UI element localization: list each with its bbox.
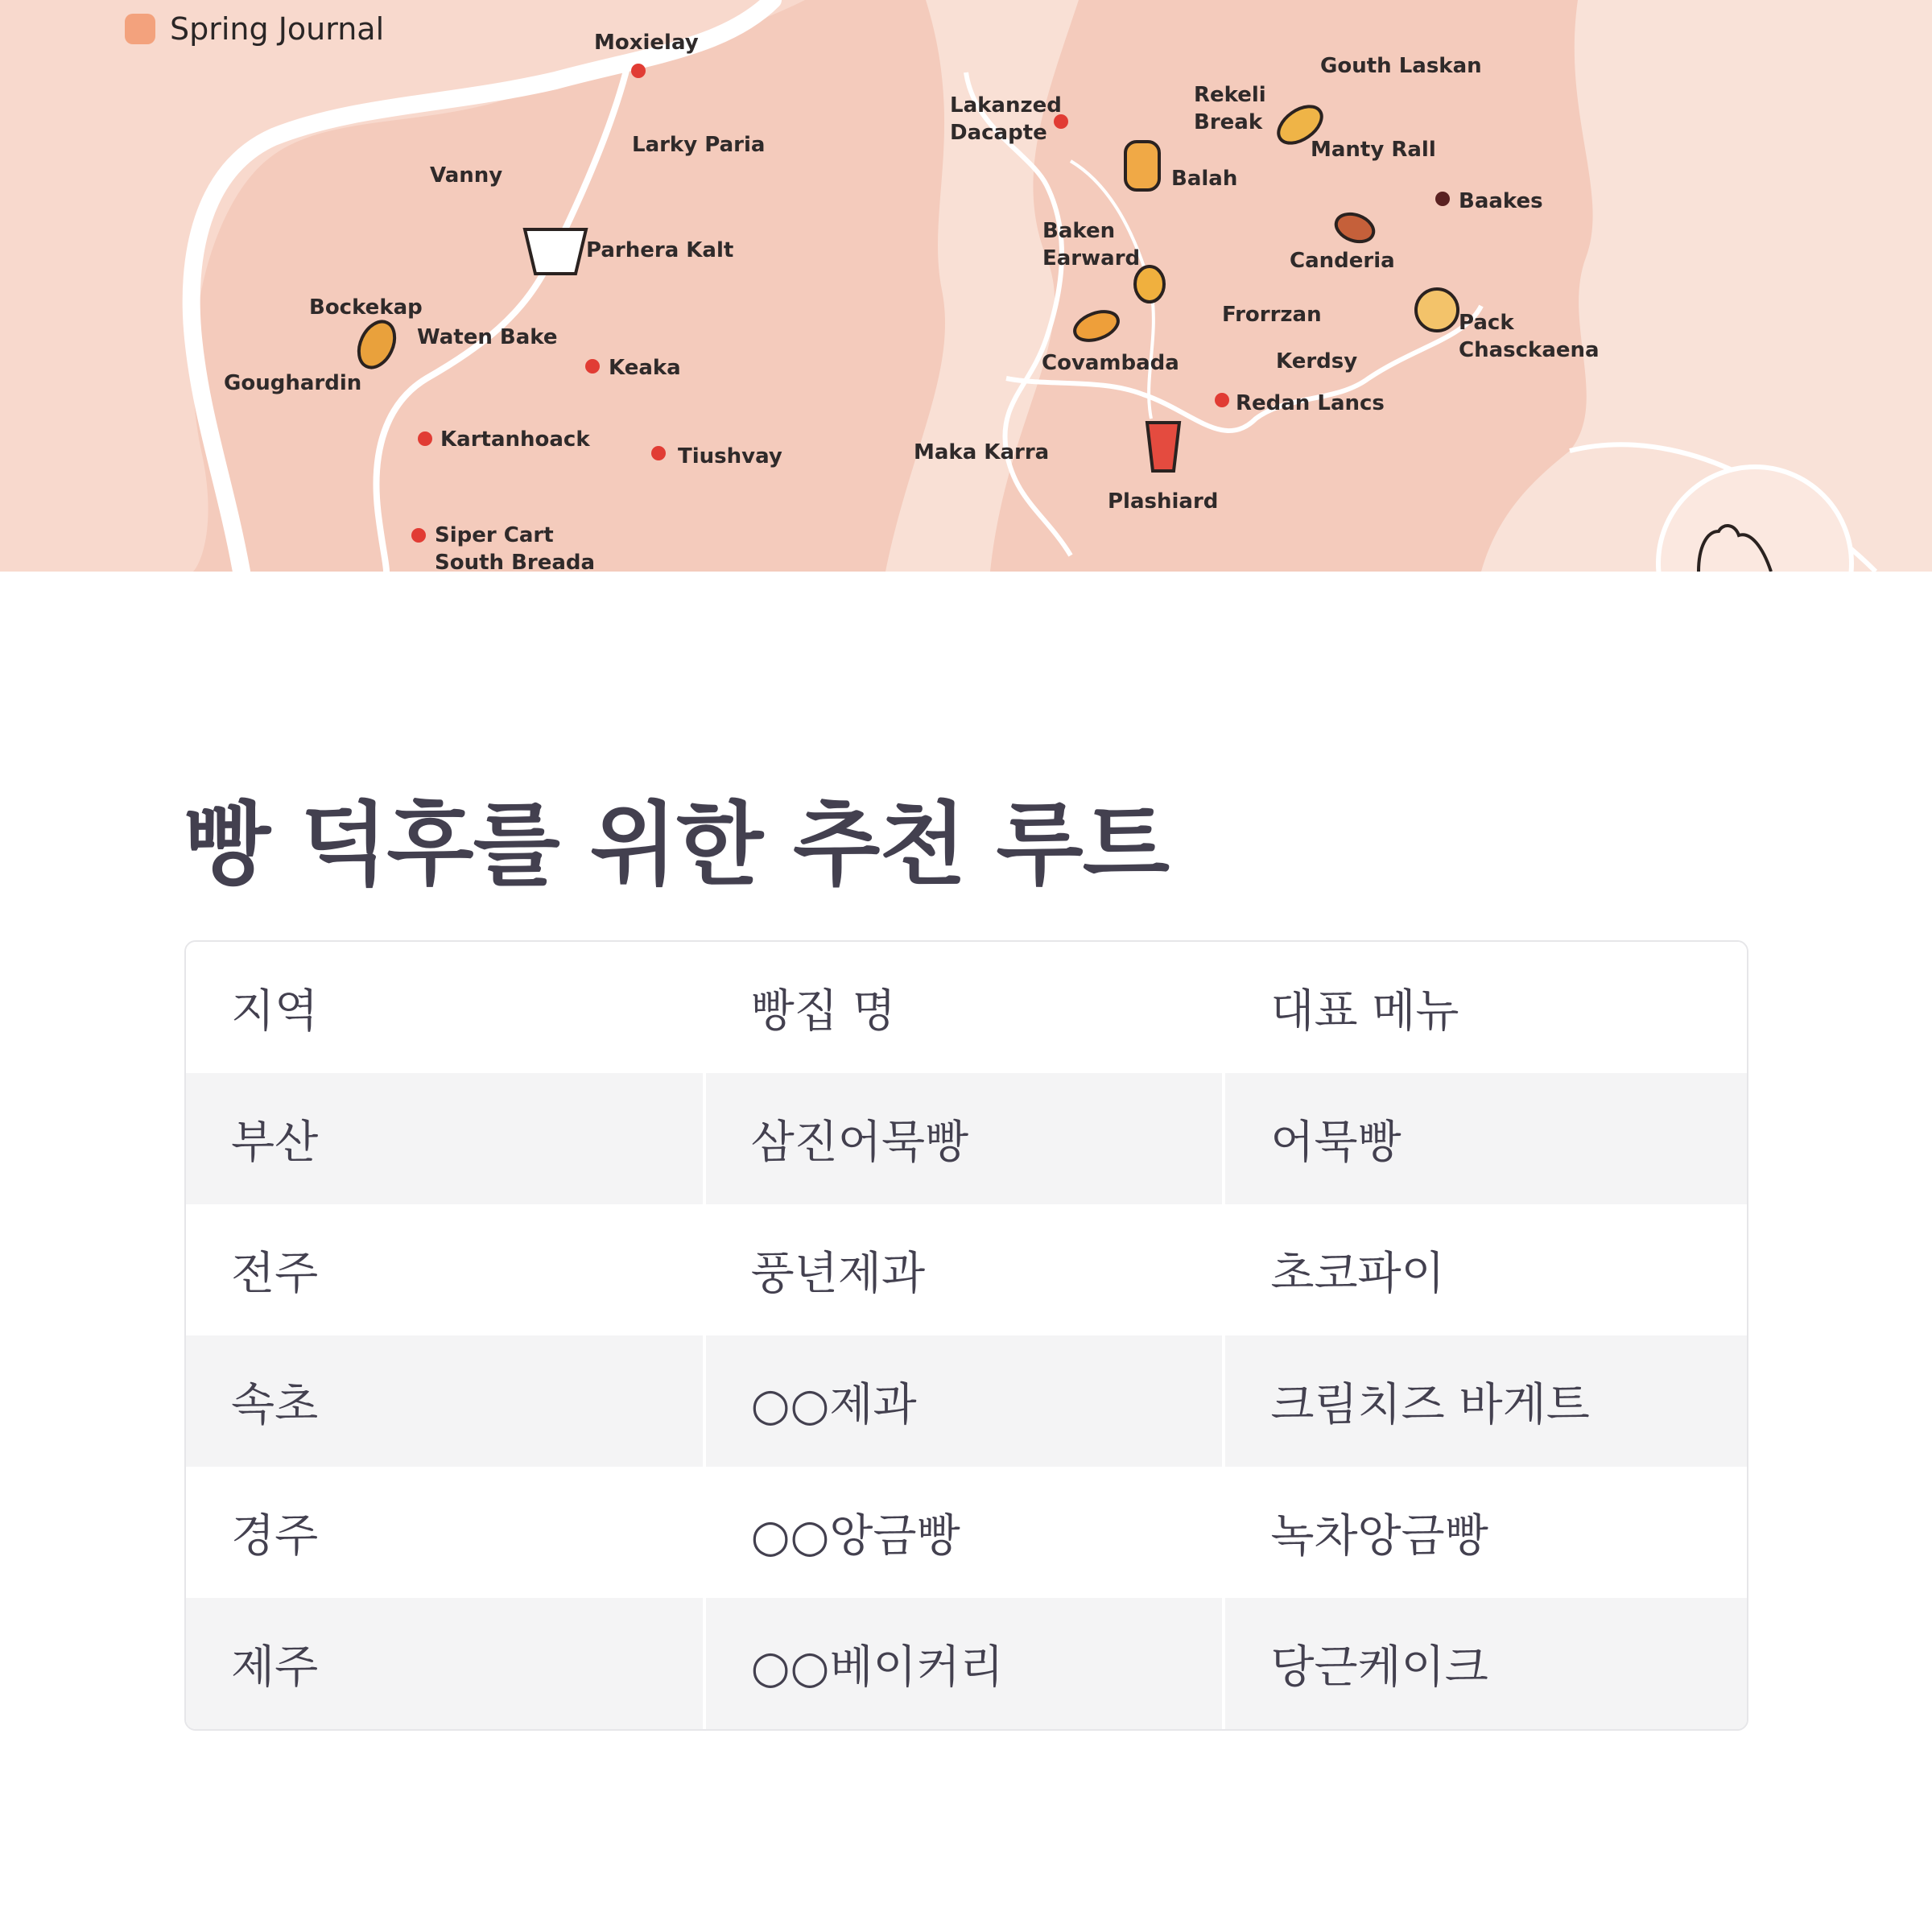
brand-name: Spring Journal <box>170 11 385 47</box>
section-title: 빵 덕후를 위한 추천 루트 <box>184 793 1169 898</box>
cell-region: 제주 <box>186 1598 706 1729</box>
map-label: Manty Rall <box>1311 138 1436 162</box>
map-label: Gouth Laskan <box>1320 54 1482 78</box>
cell-bakery: 삼진어묵빵 <box>706 1073 1226 1204</box>
table-row <box>186 1467 1747 1598</box>
brand-logo-icon <box>125 14 155 44</box>
map-label: Goughardin <box>224 371 362 395</box>
map-label: Plashiard <box>1108 489 1219 514</box>
cell-region: 속초 <box>186 1335 706 1467</box>
table-row <box>186 1073 1747 1204</box>
map-label: Vanny <box>430 163 503 188</box>
cell-menu: 초코파이 <box>1270 1247 1445 1300</box>
table-header-row <box>186 942 1747 1073</box>
map-label: Keaka <box>609 356 681 380</box>
map-label: Baken Earward <box>1042 219 1141 270</box>
map-label: South Breada <box>435 551 596 572</box>
cell-bakery: ○○베이커리 <box>706 1598 1226 1729</box>
column-header-bakery: 빵집 명 <box>706 942 1226 1073</box>
cell-bakery: 풍년제과 <box>706 1204 1226 1335</box>
column-header-region: 지역 <box>186 942 706 1073</box>
cell-menu: 녹차앙금빵 <box>1270 1509 1488 1563</box>
map-label: Frorrzan <box>1222 303 1322 327</box>
cell-menu: 어묵빵 <box>1225 1073 1747 1204</box>
map-label: Pack Chasckaena <box>1459 311 1600 362</box>
map-label: Moxielay <box>594 31 699 55</box>
table-row <box>186 1335 1747 1467</box>
bakery-route-table <box>184 940 1748 1731</box>
map-label: Baakes <box>1459 189 1543 213</box>
map-label: Canderia <box>1290 249 1395 273</box>
map-label: Rekeli Break <box>1194 83 1266 134</box>
table-row <box>186 1598 1747 1729</box>
map-label: Kerdsy <box>1276 349 1358 374</box>
cell-bakery: ○○앙금빵 <box>706 1467 1226 1598</box>
cell-region: 전주 <box>186 1204 706 1335</box>
map-label: Lakanzed Dacapte <box>950 93 1062 145</box>
hero-map <box>0 0 1932 572</box>
cell-menu: 당근케이크 <box>1225 1598 1747 1729</box>
map-label: Redan Lancs <box>1236 391 1385 415</box>
map-label: Larky Paria <box>632 133 766 157</box>
map-label: Waten Bake <box>417 325 558 349</box>
column-header-menu: 대표 메뉴 <box>1225 942 1747 1073</box>
cell-region: 경주 <box>186 1467 706 1598</box>
map-label: Balah <box>1171 167 1238 191</box>
map-label: Covambada <box>1042 351 1179 375</box>
cell-menu: 크림치즈 바게트 <box>1225 1335 1747 1467</box>
map-label: Siper Cart <box>435 523 554 547</box>
map-label: Maka Karra <box>914 440 1050 464</box>
cell-bakery: ○○제과 <box>706 1335 1226 1467</box>
map-label: Parhera Kalt <box>586 238 734 262</box>
map-label: Tiushvay <box>678 444 782 469</box>
map-label: Bockekap <box>309 295 423 320</box>
map-background <box>0 0 1932 572</box>
map-label: Kartanhoack <box>440 427 590 452</box>
table-row <box>186 1204 1747 1335</box>
cell-region: 부산 <box>186 1073 706 1204</box>
brand[interactable] <box>125 11 384 47</box>
